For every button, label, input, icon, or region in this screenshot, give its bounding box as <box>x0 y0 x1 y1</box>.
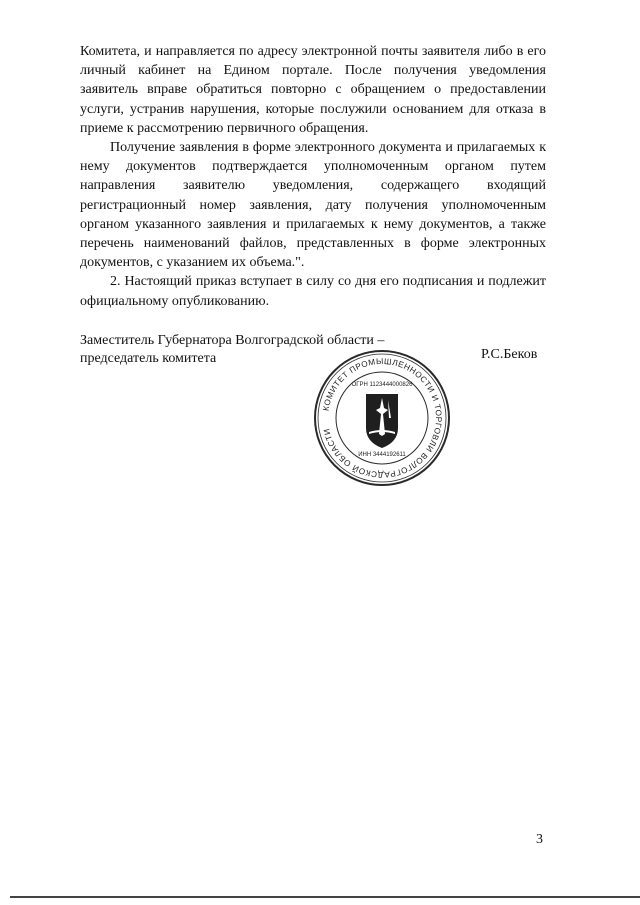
coat-of-arms-icon <box>366 394 398 448</box>
paragraph-1: Комитета, и направляется по адресу электронной почты заявителя либо в его личный кабинет на Едином портале. После получения уведомления заявитель вправе обратиться повторно с обращением о предоставлении услуги, устранив нарушения, которые послужили основанием для отказа в приеме к рассмотрению первичного обращения. <box>80 44 546 136</box>
official-seal-icon <box>312 348 452 488</box>
document-body <box>80 42 546 311</box>
seal-ogrn: ОГРН 1123444000826 <box>351 382 413 388</box>
seal-inn: ИНН 3444192611 <box>358 452 406 458</box>
page-number: 3 <box>536 832 543 847</box>
paragraph-3: 2. Настоящий приказ вступает в силу со дня его подписания и подлежит официальному опубликованию. <box>80 274 546 309</box>
seal-ring-text: КОМИТЕТ ПРОМЫШЛЕННОСТИ И ТОРГОВЛИ ВОЛГОГРАДСКОЙ ОБЛАСТИ <box>321 356 444 480</box>
scan-edge-line <box>10 896 640 898</box>
signatory-name: Р.С.Беков <box>481 347 538 362</box>
signatory-title-line-2: председатель комитета <box>80 351 217 366</box>
signatory-title-line-1: Заместитель Губернатора Волгоградской области – <box>80 333 385 348</box>
paragraph-2: Получение заявления в форме электронного документа и прилагаемых к нему документов подтверждается уполномоченным органом путем направления заявителю уведомления, содержащего входящий регистрационный номер заявления, дату получения уполномоченным органом указанного заявления и прилагаемых к нему документов, а также перечень наименований файлов, представленных в форме электронных документов, с указанием их объема.". <box>80 140 546 271</box>
